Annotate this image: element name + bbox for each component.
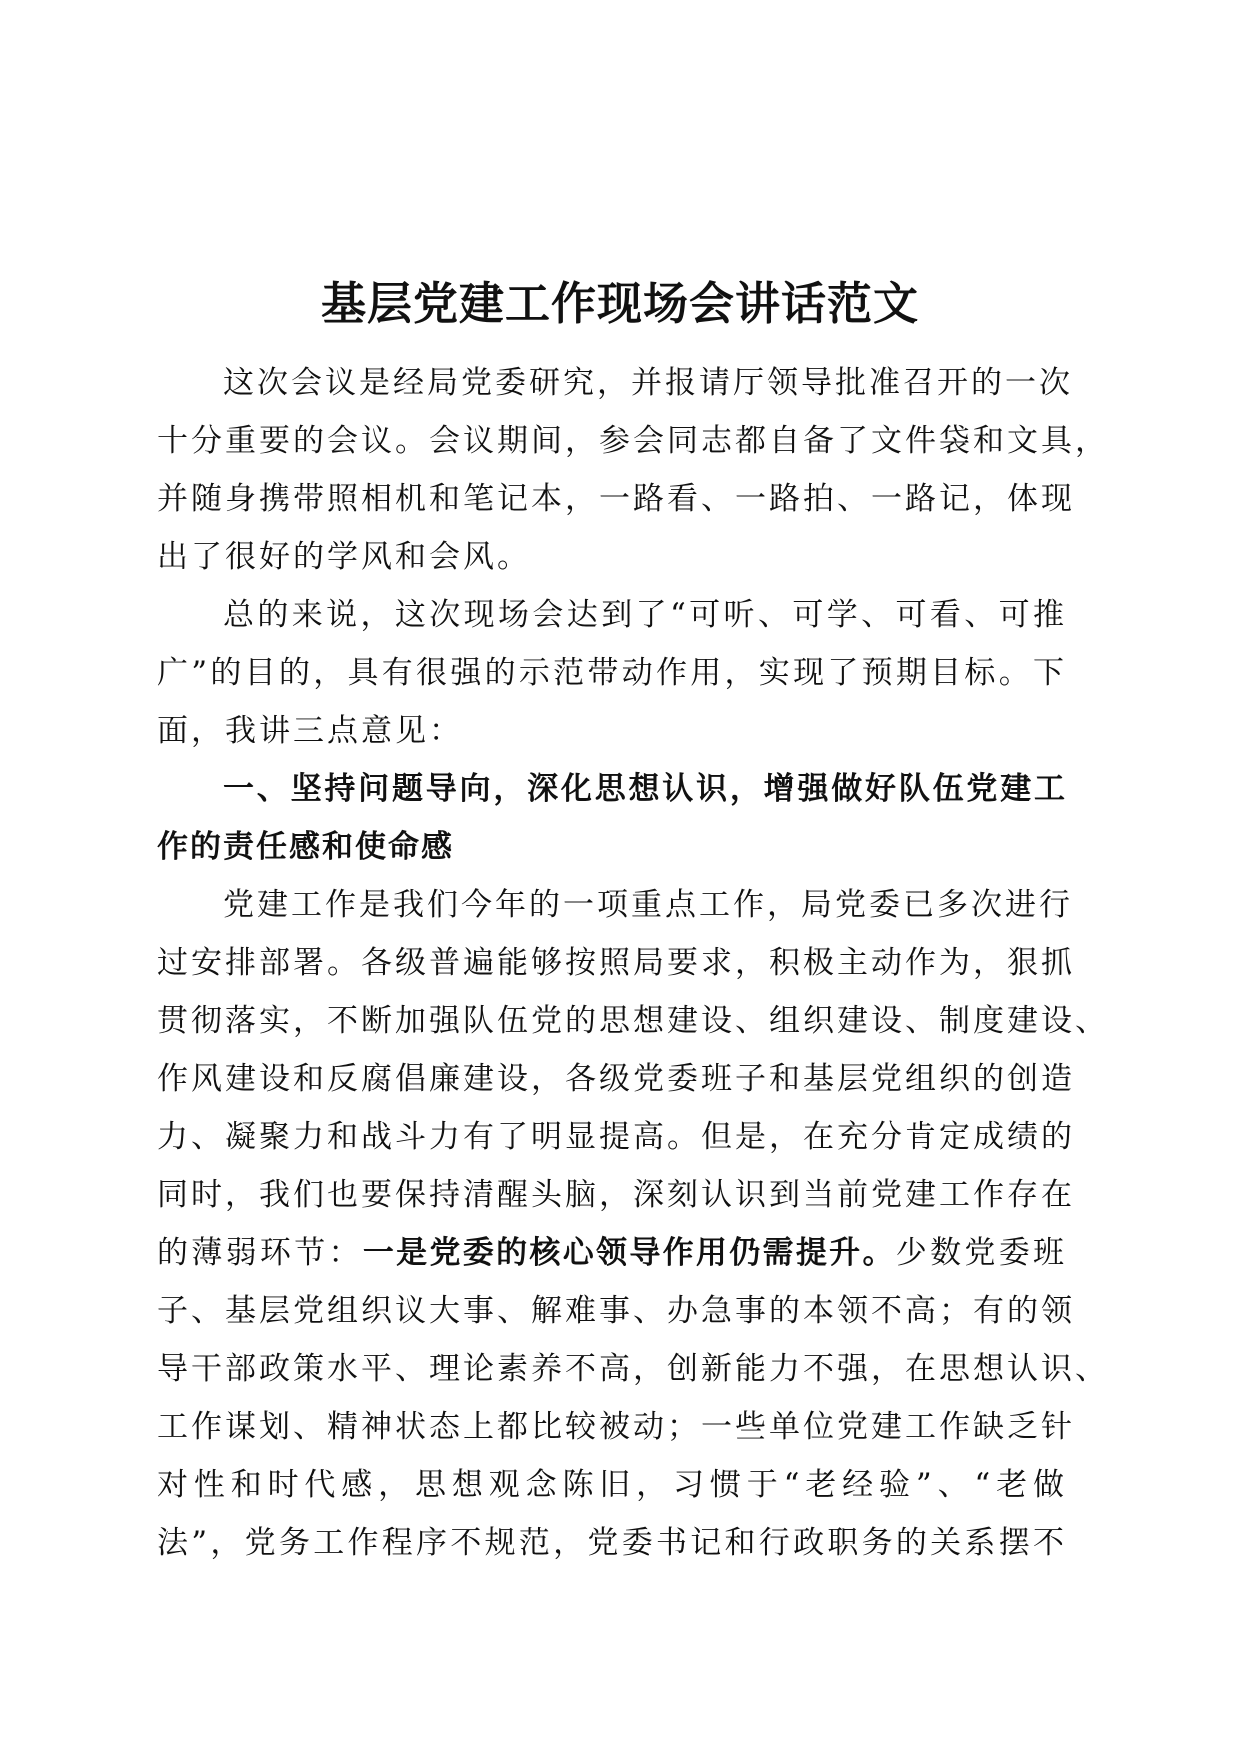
text-line: 十分重要的会议。会议期间，参会同志都自备了文件袋和文具， <box>157 423 1109 459</box>
text-line: 出了很好的学风和会风。 <box>157 539 531 575</box>
text-line: 过安排部署。各级普遍能够按照局要求，积极主动作为，狠抓 <box>157 945 1075 981</box>
text-line: 工作谋划、精神状态上都比较被动；一些单位党建工作缺乏针 <box>157 1409 1075 1445</box>
text-line: 这次会议是经局党委研究，并报请厅领导批准召开的一次 <box>223 365 1073 401</box>
text-line-mixed <box>157 1224 1067 1282</box>
text-line: 同时，我们也要保持清醒头脑，深刻认识到当前党建工作存在 <box>157 1177 1075 1213</box>
text-line: 总的来说，这次现场会达到了“可听、可学、可看、可推 <box>223 597 1067 633</box>
text-line: 对性和时代感，思想观念陈旧，习惯于“老经验”、“老做 <box>157 1467 1067 1503</box>
text-segment: 少数党委班 <box>895 1235 1068 1271</box>
text-line: 法”，党务工作程序不规范，党委书记和行政职务的关系摆不 <box>157 1525 1067 1561</box>
text-line: 力、凝聚力和战斗力有了明显提高。但是，在充分肯定成绩的 <box>157 1119 1075 1155</box>
text-line: 作风建设和反腐倡廉建设，各级党委班子和基层党组织的创造 <box>157 1061 1075 1097</box>
text-line: 面，我讲三点意见： <box>157 713 463 749</box>
text-line: 子、基层党组织议大事、解难事、办急事的本领不高；有的领 <box>157 1293 1075 1329</box>
text-line: 导干部政策水平、理论素养不高，创新能力不强，在思想认识、 <box>157 1351 1109 1387</box>
text-line: 党建工作是我们今年的一项重点工作，局党委已多次进行 <box>223 887 1073 923</box>
text-line: 贯彻落实，不断加强队伍党的思想建设、组织建设、制度建设、 <box>157 1003 1109 1039</box>
section-heading: 作的责任感和使命感 <box>157 829 454 865</box>
text-segment: 的薄弱环节： <box>157 1235 363 1271</box>
bold-point: 一是党委的核心领导作用仍需提升。 <box>362 1235 896 1271</box>
text-line: 并随身携带照相机和笔记本，一路看、一路拍、一路记，体现 <box>157 481 1075 517</box>
text-line: 广”的目的，具有很强的示范带动作用，实现了预期目标。下 <box>157 655 1067 691</box>
section-heading: 一、坚持问题导向，深化思想认识，增强做好队伍党建工 <box>223 771 1067 807</box>
document-title: 基层党建工作现场会讲话范文 <box>320 277 919 330</box>
document-body <box>157 354 1109 1572</box>
